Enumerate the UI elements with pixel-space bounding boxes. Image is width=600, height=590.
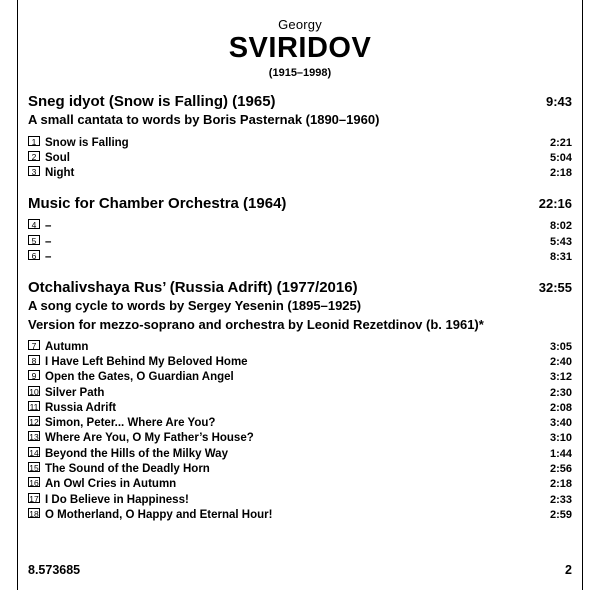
page-footer (28, 563, 572, 577)
track-number: 4 (28, 219, 40, 229)
track-time: 2:30 (549, 386, 572, 399)
track-number: 12 (29, 417, 39, 428)
track-title: I Do Believe in Happiness! (45, 493, 189, 506)
work-header (28, 195, 572, 212)
track-time: 5:04 (549, 151, 572, 164)
track-list (28, 340, 572, 523)
track-number: 3 (28, 166, 40, 176)
track-list (28, 219, 572, 265)
track-row (28, 508, 572, 523)
work-title: Sneg idyot (Snow is Falling) (1965) (28, 93, 276, 111)
track-time: 2:18 (549, 478, 572, 491)
track-time: 2:59 (549, 508, 572, 521)
track-time: 8:31 (549, 250, 572, 263)
work-title: Music for Chamber Orchestra (1964) (28, 195, 287, 213)
work-duration: 22:16 (538, 196, 572, 212)
track-row (28, 401, 572, 416)
track-title: Silver Path (45, 386, 105, 399)
track-number: 2 (28, 151, 40, 161)
track-number: 9 (28, 370, 40, 380)
track-number: 7 (28, 340, 40, 350)
composer-last-name: SVIRIDOV (228, 32, 372, 64)
catalogue-number: 8.573685 (28, 563, 81, 577)
track-row (28, 431, 572, 446)
track-row (28, 250, 572, 265)
track-number: 5 (28, 235, 40, 245)
work-entry (28, 195, 572, 265)
track-number: 1 (28, 136, 40, 146)
track-title: Snow is Falling (45, 136, 129, 149)
work-title: Otchalivshaya Rus’ (Russia Adrift) (1977/2016) (28, 279, 358, 297)
track-time: 2:40 (549, 356, 572, 369)
track-number: 18 (29, 508, 39, 519)
work-duration: 9:43 (545, 94, 572, 110)
track-title: – (45, 235, 52, 248)
track-title: Open the Gates, O Guardian Angel (45, 371, 234, 384)
track-number: 10 (29, 386, 39, 397)
work-subtitle: A small cantata to words by Boris Pasternak (1890–1960) (28, 112, 380, 128)
track-time: 3:05 (549, 340, 572, 353)
work-entry (28, 279, 572, 523)
track-title: Simon, Peter... Where Are You? (45, 417, 216, 430)
track-number: 8 (28, 355, 40, 365)
track-title: Soul (45, 151, 70, 164)
work-version-note: Version for mezzo-soprano and orchestra by Leonid Rezetdinov (b. 1961)* (28, 316, 484, 332)
track-row (28, 370, 572, 385)
work-duration: 32:55 (538, 280, 572, 296)
work-header (28, 279, 572, 296)
track-time: 3:10 (549, 432, 572, 445)
track-row (28, 355, 572, 370)
track-time: 3:40 (549, 417, 572, 430)
track-time: 2:56 (549, 463, 572, 475)
track-number: 6 (28, 250, 40, 260)
track-row (28, 340, 572, 355)
track-time: 2:33 (549, 493, 572, 506)
track-row (28, 447, 572, 462)
track-row (28, 235, 572, 250)
track-title: Where Are You, O My Father’s House? (45, 432, 254, 445)
work-entry (28, 93, 572, 181)
track-row (28, 416, 572, 431)
track-title: – (45, 250, 52, 263)
track-title: Night (45, 167, 75, 180)
track-time: 8:02 (549, 220, 572, 233)
work-subtitle: A song cycle to words by Sergey Yesenin (1895–1925) (28, 298, 362, 314)
track-title: Autumn (45, 340, 89, 353)
track-row (28, 493, 572, 508)
track-time: 5:43 (549, 235, 572, 248)
track-number: 11 (29, 401, 39, 412)
track-number: 13 (29, 432, 39, 443)
left-margin-rule (17, 0, 18, 590)
track-time: 2:08 (549, 401, 572, 414)
track-row (28, 386, 572, 401)
track-row (28, 151, 572, 166)
track-title: An Owl Cries in Autumn (45, 478, 177, 491)
page-content (28, 0, 572, 523)
track-row (28, 166, 572, 181)
track-row (28, 462, 572, 477)
track-time: 2:21 (549, 136, 572, 149)
right-margin-rule (582, 0, 583, 590)
composer-dates: (1915–1998) (268, 67, 332, 80)
track-list (28, 136, 572, 182)
track-title: Beyond the Hills of the Milky Way (45, 447, 228, 460)
work-header (28, 93, 572, 110)
track-title: Russia Adrift (45, 401, 117, 414)
track-time: 2:18 (549, 167, 572, 180)
track-title: The Sound of the Deadly Horn (45, 463, 210, 475)
track-number: 17 (29, 493, 39, 504)
track-title: O Motherland, O Happy and Eternal Hour! (45, 508, 273, 521)
track-number: 15 (29, 463, 39, 473)
track-number: 14 (29, 447, 39, 458)
track-time: 3:12 (549, 371, 572, 384)
track-time: 1:44 (549, 447, 572, 460)
track-number: 16 (29, 478, 39, 489)
track-title: – (45, 220, 52, 233)
track-title: I Have Left Behind My Beloved Home (45, 356, 248, 369)
page-number: 2 (565, 563, 572, 577)
composer-first-name: Georgy (278, 17, 322, 32)
track-row (28, 219, 572, 234)
track-row (28, 477, 572, 492)
track-row (28, 136, 572, 151)
